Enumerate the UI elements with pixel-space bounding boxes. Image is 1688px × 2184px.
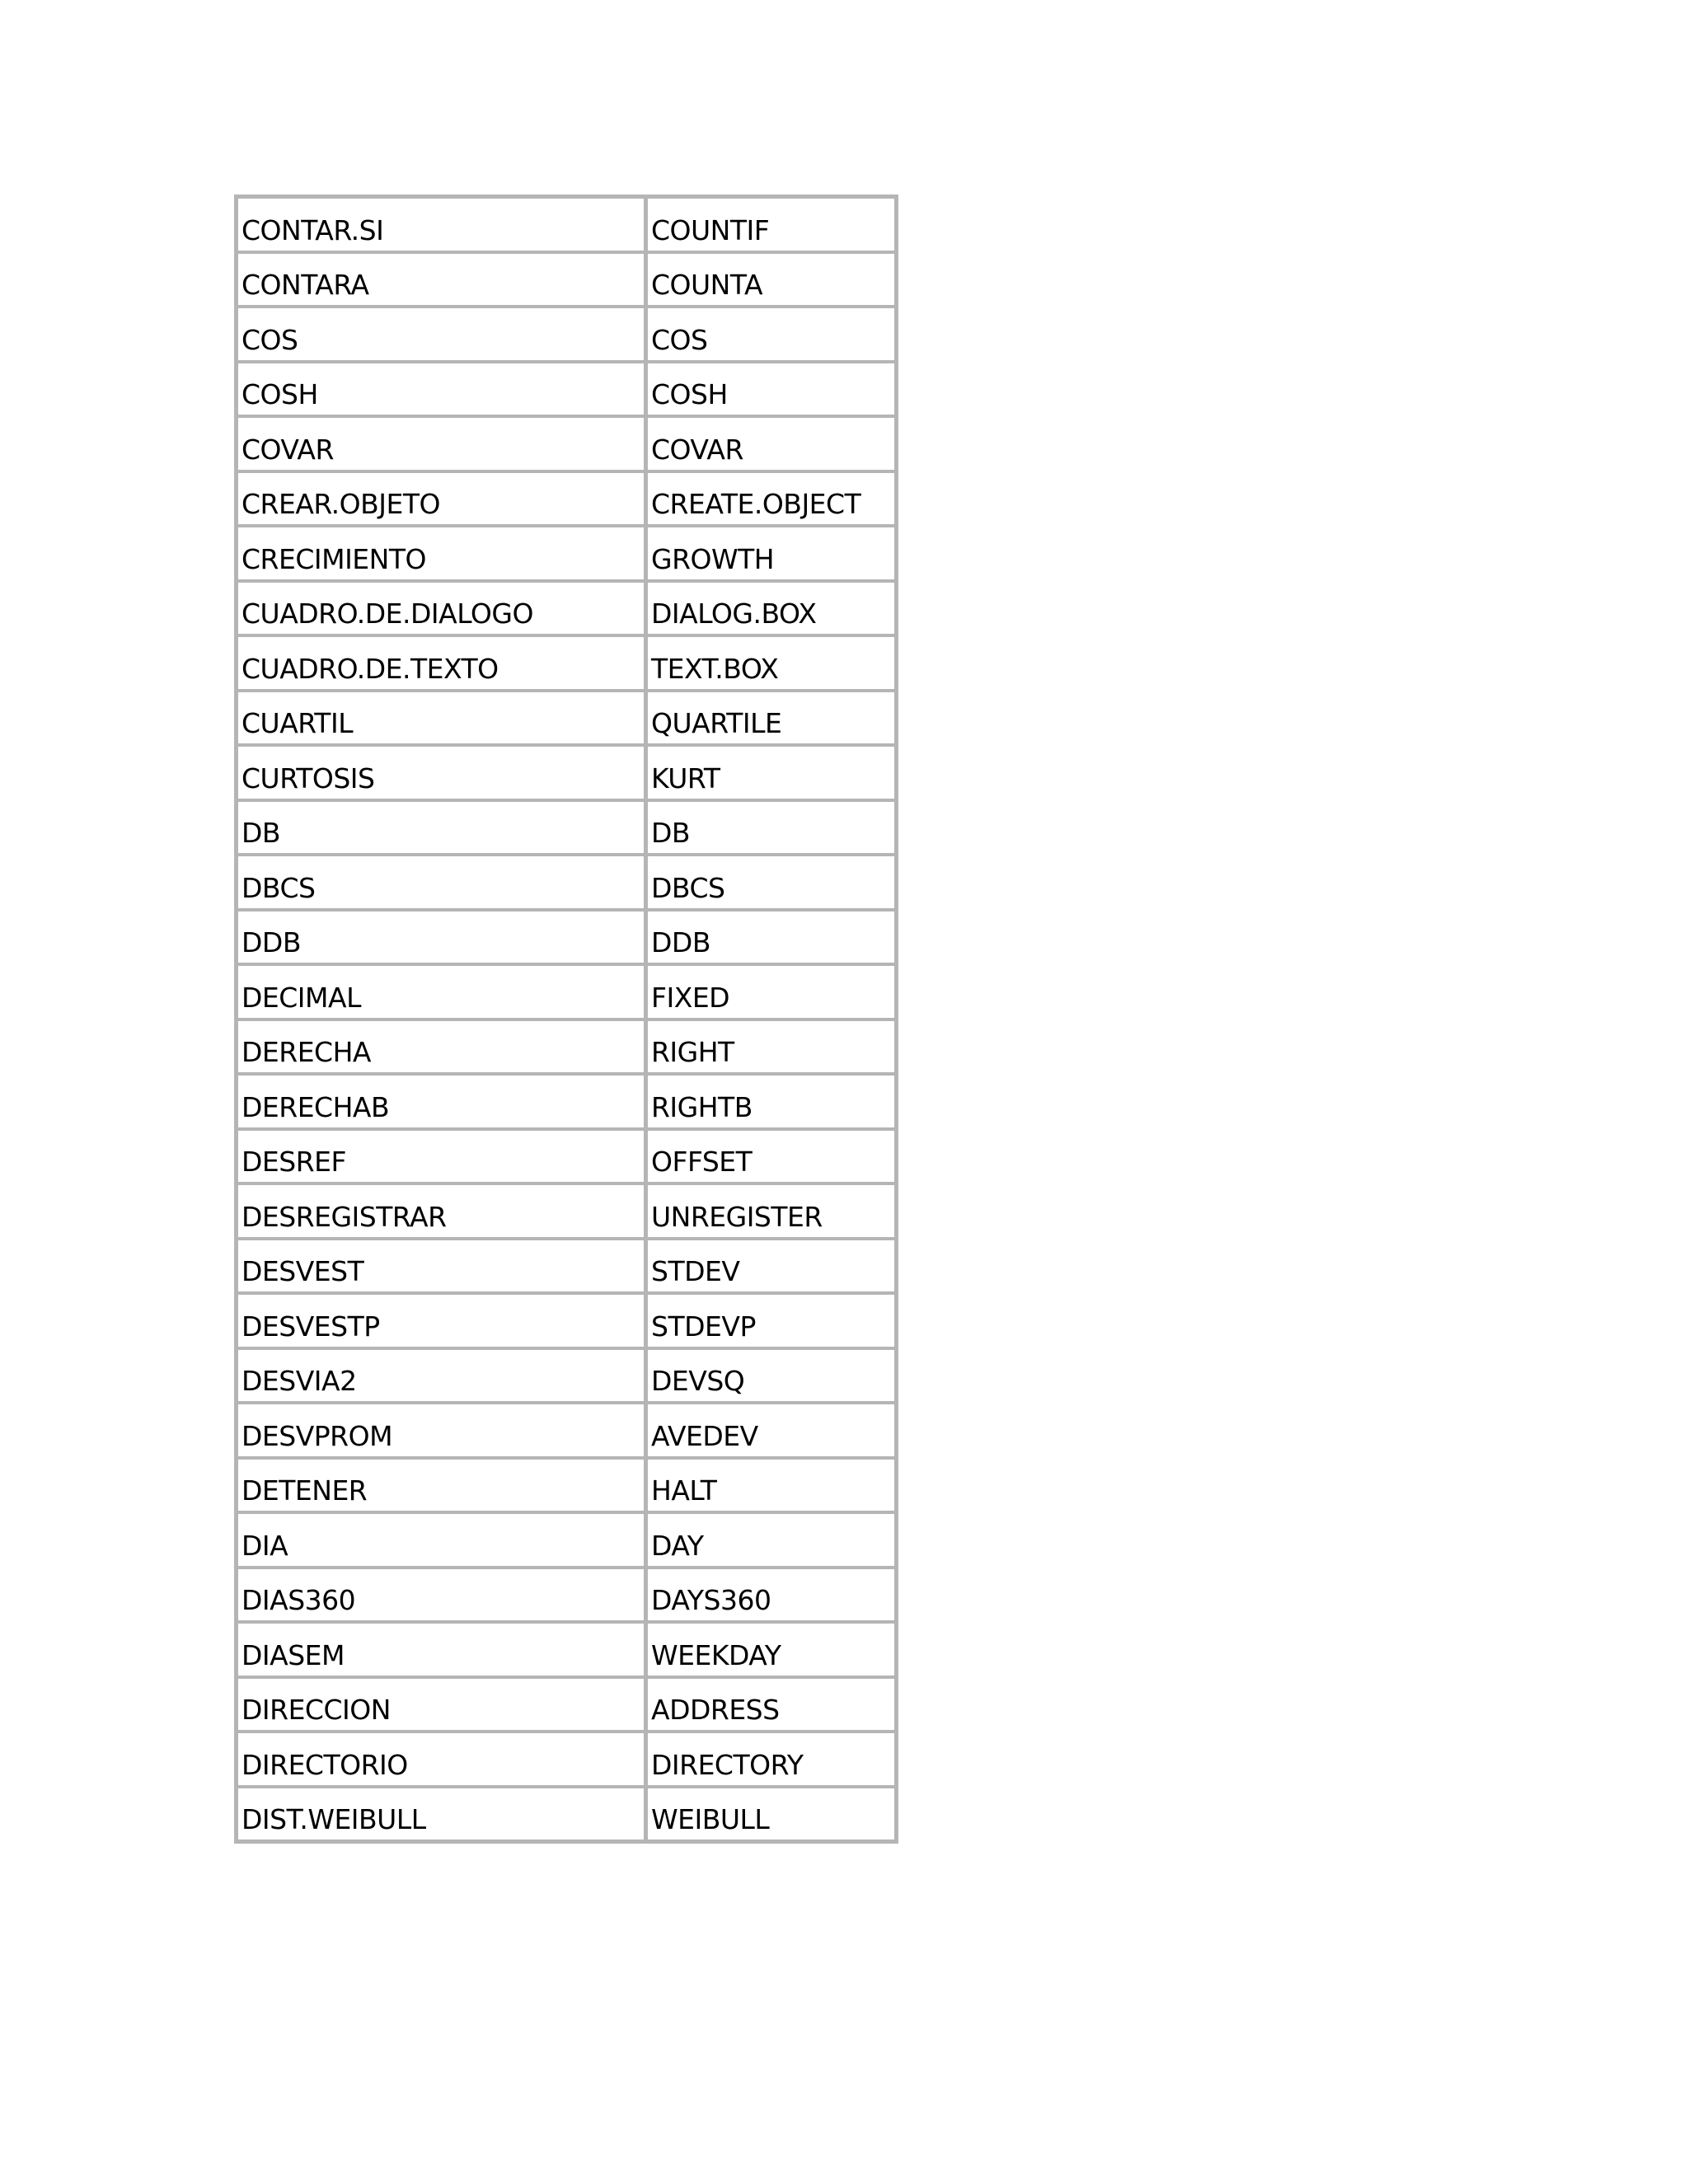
spanish-function-name-cell: CRECIMIENTO xyxy=(237,526,646,581)
spanish-function-name-cell: DERECHAB xyxy=(237,1074,646,1129)
table-row xyxy=(237,1019,896,1075)
english-function-name-cell: DAY xyxy=(646,1512,896,1568)
spanish-function-name-cell: COVAR xyxy=(237,416,646,471)
table-row xyxy=(237,471,896,527)
english-function-name-cell: WEEKDAY xyxy=(646,1622,896,1677)
table-row xyxy=(237,1512,896,1568)
table-body xyxy=(237,197,896,1841)
english-function-name-cell: OFFSET xyxy=(646,1129,896,1184)
english-function-name-cell: ADDRESS xyxy=(646,1677,896,1732)
spanish-function-name-cell: DESVEST xyxy=(237,1239,646,1294)
spanish-function-name-cell: DESVPROM xyxy=(237,1403,646,1458)
english-function-name-cell: UNREGISTER xyxy=(646,1183,896,1239)
english-function-name-cell: RIGHTB xyxy=(646,1074,896,1129)
english-function-name-cell: STDEVP xyxy=(646,1293,896,1348)
table-row xyxy=(237,855,896,910)
table-row xyxy=(237,1074,896,1129)
english-function-name-cell: COUNTA xyxy=(646,252,896,307)
spanish-function-name-cell: CONTAR.SI xyxy=(237,197,646,252)
table-row xyxy=(237,416,896,471)
english-function-name-cell: DIALOG.BOX xyxy=(646,581,896,636)
english-function-name-cell: FIXED xyxy=(646,964,896,1019)
spanish-function-name-cell: DECIMAL xyxy=(237,964,646,1019)
spanish-function-name-cell: DBCS xyxy=(237,855,646,910)
spanish-function-name-cell: DIAS360 xyxy=(237,1568,646,1623)
english-function-name-cell: DEVSQ xyxy=(646,1348,896,1404)
table-row xyxy=(237,964,896,1019)
table-row xyxy=(237,800,896,855)
spanish-function-name-cell: CURTOSIS xyxy=(237,745,646,800)
spanish-function-name-cell: DESVESTP xyxy=(237,1293,646,1348)
spanish-function-name-cell: CUARTIL xyxy=(237,691,646,746)
english-function-name-cell: HALT xyxy=(646,1458,896,1513)
table-row xyxy=(237,1348,896,1404)
table-row xyxy=(237,197,896,252)
table-row xyxy=(237,745,896,800)
spanish-function-name-cell: DERECHA xyxy=(237,1019,646,1075)
english-function-name-cell: DBCS xyxy=(646,855,896,910)
spanish-function-name-cell: DIA xyxy=(237,1512,646,1568)
table-row xyxy=(237,1787,896,1842)
table-row xyxy=(237,910,896,965)
table-row xyxy=(237,252,896,307)
spanish-function-name-cell: CUADRO.DE.TEXTO xyxy=(237,635,646,691)
function-translation-table xyxy=(234,194,898,1844)
english-function-name-cell: DDB xyxy=(646,910,896,965)
english-function-name-cell: WEIBULL xyxy=(646,1787,896,1842)
spanish-function-name-cell: DESREF xyxy=(237,1129,646,1184)
english-function-name-cell: DB xyxy=(646,800,896,855)
spanish-function-name-cell: COS xyxy=(237,307,646,362)
spanish-function-name-cell: DB xyxy=(237,800,646,855)
table-row xyxy=(237,362,896,417)
spanish-function-name-cell: DIRECCION xyxy=(237,1677,646,1732)
english-function-name-cell: COUNTIF xyxy=(646,197,896,252)
spanish-function-name-cell: CUADRO.DE.DIALOGO xyxy=(237,581,646,636)
spanish-function-name-cell: DESREGISTRAR xyxy=(237,1183,646,1239)
english-function-name-cell: DIRECTORY xyxy=(646,1732,896,1787)
table-row xyxy=(237,307,896,362)
english-function-name-cell: CREATE.OBJECT xyxy=(646,471,896,527)
spanish-function-name-cell: DIASEM xyxy=(237,1622,646,1677)
table-row xyxy=(237,1183,896,1239)
table-row xyxy=(237,1732,896,1787)
spanish-function-name-cell: DIST.WEIBULL xyxy=(237,1787,646,1842)
english-function-name-cell: QUARTILE xyxy=(646,691,896,746)
english-function-name-cell: KURT xyxy=(646,745,896,800)
english-function-name-cell: RIGHT xyxy=(646,1019,896,1075)
spanish-function-name-cell: CREAR.OBJETO xyxy=(237,471,646,527)
english-function-name-cell: STDEV xyxy=(646,1239,896,1294)
english-function-name-cell: GROWTH xyxy=(646,526,896,581)
table-row xyxy=(237,1568,896,1623)
english-function-name-cell: COVAR xyxy=(646,416,896,471)
table-row xyxy=(237,1677,896,1732)
table-row xyxy=(237,1622,896,1677)
table-row xyxy=(237,1239,896,1294)
table-row xyxy=(237,635,896,691)
english-function-name-cell: AVEDEV xyxy=(646,1403,896,1458)
table-row xyxy=(237,581,896,636)
english-function-name-cell: COSH xyxy=(646,362,896,417)
spanish-function-name-cell: DESVIA2 xyxy=(237,1348,646,1404)
table-row xyxy=(237,691,896,746)
english-function-name-cell: TEXT.BOX xyxy=(646,635,896,691)
table-row xyxy=(237,526,896,581)
english-function-name-cell: COS xyxy=(646,307,896,362)
spanish-function-name-cell: DIRECTORIO xyxy=(237,1732,646,1787)
table-row xyxy=(237,1293,896,1348)
spanish-function-name-cell: CONTARA xyxy=(237,252,646,307)
spanish-function-name-cell: COSH xyxy=(237,362,646,417)
spanish-function-name-cell: DDB xyxy=(237,910,646,965)
table-row xyxy=(237,1129,896,1184)
english-function-name-cell: DAYS360 xyxy=(646,1568,896,1623)
table-row xyxy=(237,1403,896,1458)
spanish-function-name-cell: DETENER xyxy=(237,1458,646,1513)
table-row xyxy=(237,1458,896,1513)
